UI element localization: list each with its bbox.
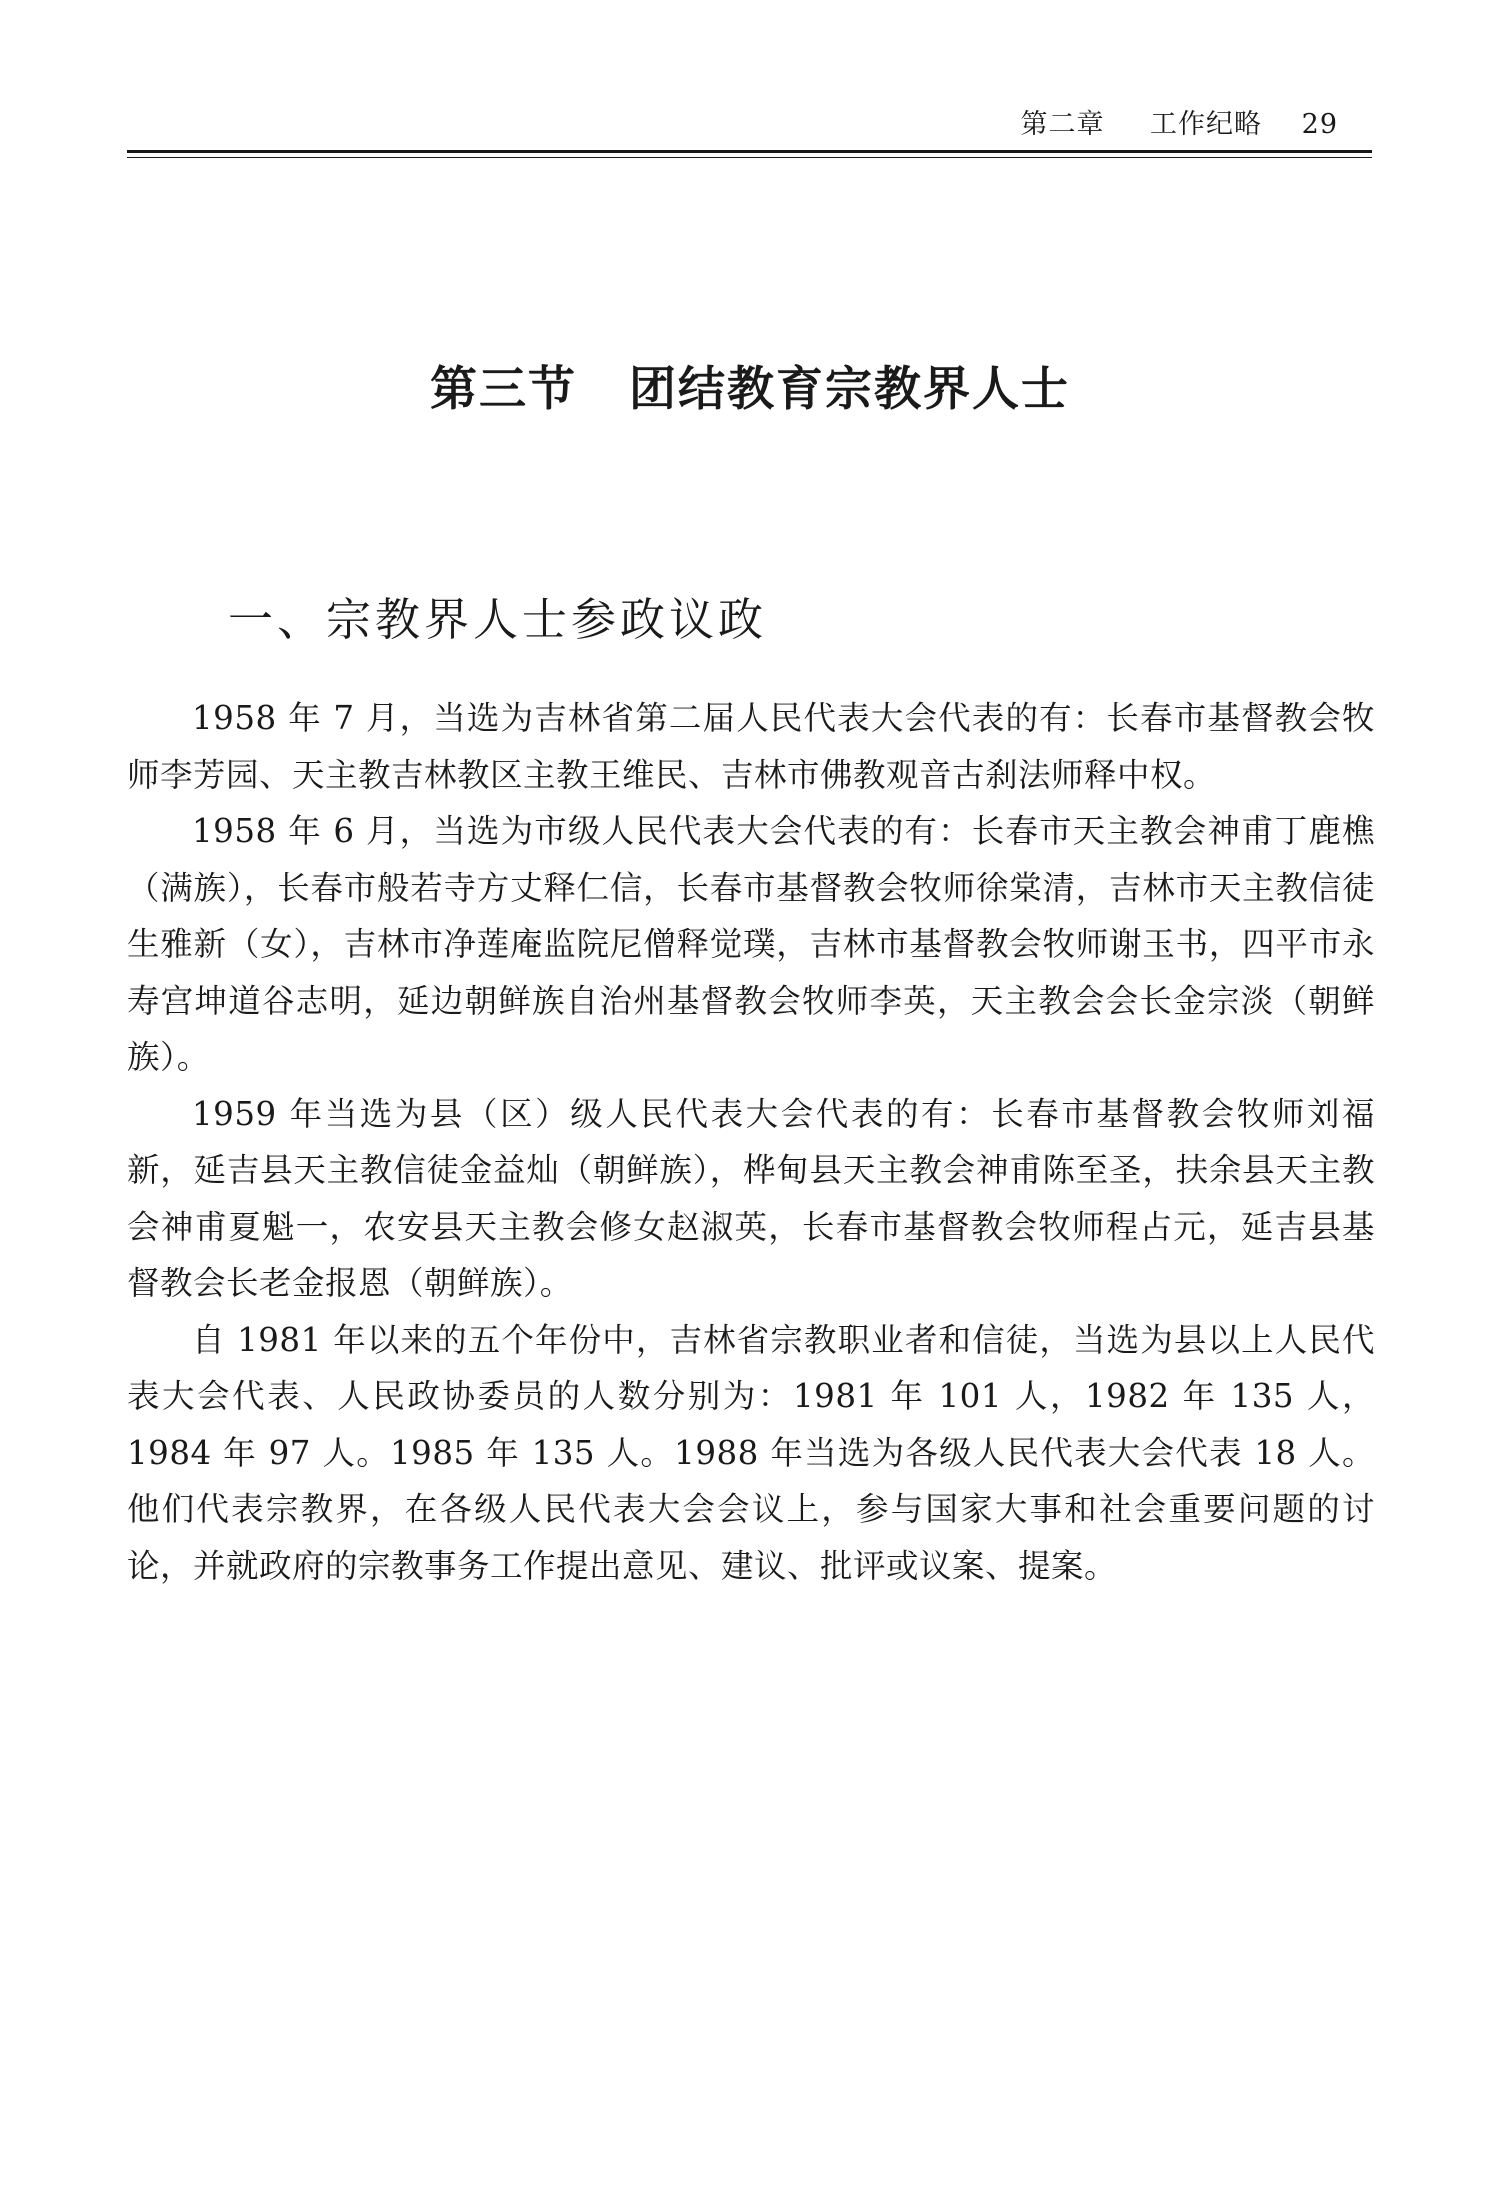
header-rule-thick xyxy=(127,150,1372,153)
body-text xyxy=(127,690,1375,1594)
paragraph: 1958 年 6 月，当选为市级人民代表大会代表的有：长春市天主教会神甫丁鹿樵（满族），长春市般若寺方丈释仁信，长春市基督教会牧师徐棠清，吉林市天主教信徒生雅新（女），吉林市净莲庵监院尼僧释觉璞，吉林市基督教会牧师谢玉书，四平市永寿宫坤道谷志明，延边朝鲜族自治州基督教会牧师李英，天主教会会长金宗淡（朝鲜族）。 xyxy=(127,812,1375,1076)
running-header xyxy=(1020,102,1338,141)
subsection-title: 一、宗教界人士参政议政 xyxy=(228,593,768,646)
section-title: 团结教育宗教界人士 xyxy=(629,362,1070,417)
section-number: 第三节 xyxy=(430,362,577,417)
header-chapter: 第二章 xyxy=(1020,109,1105,140)
header-title: 工作纪略 xyxy=(1150,109,1263,140)
section-heading xyxy=(0,352,1500,419)
paragraph: 1959 年当选为县（区）级人民代表大会代表的有：长春市基督教会牧师刘福新，延吉县天主教信徒金益灿（朝鲜族），桦甸县天主教会神甫陈至圣，扶余县天主教会神甫夏魁一，农安县天主教会修女赵淑英，长春市基督教会牧师程占元，延吉县基督教会长老金报恩（朝鲜族）。 xyxy=(127,1094,1375,1302)
page-number: 29 xyxy=(1301,109,1338,140)
header-rule-thin xyxy=(127,157,1372,158)
paragraph: 1958 年 7 月，当选为吉林省第二届人民代表大会代表的有：长春市基督教会牧师李芳园、天主教吉林教区主教王维民、吉林市佛教观音古刹法师释中权。 xyxy=(127,699,1375,794)
paragraph: 自 1981 年以来的五个年份中，吉林省宗教职业者和信徒，当选为县以上人民代表大会代表、人民政协委员的人数分别为：1981 年 101 人，1982 年 135 人，1984 年 97 人。1985 年 135 人。1988 年当选为各级人民代表大会代表 18 人。他们代表宗教界，在各级人民代表大会会议上，参与国家大事和社会重要问题的讨论，并就政府的宗教事务工作提出意见、建议、批评或议案、提案。 xyxy=(127,1320,1375,1585)
